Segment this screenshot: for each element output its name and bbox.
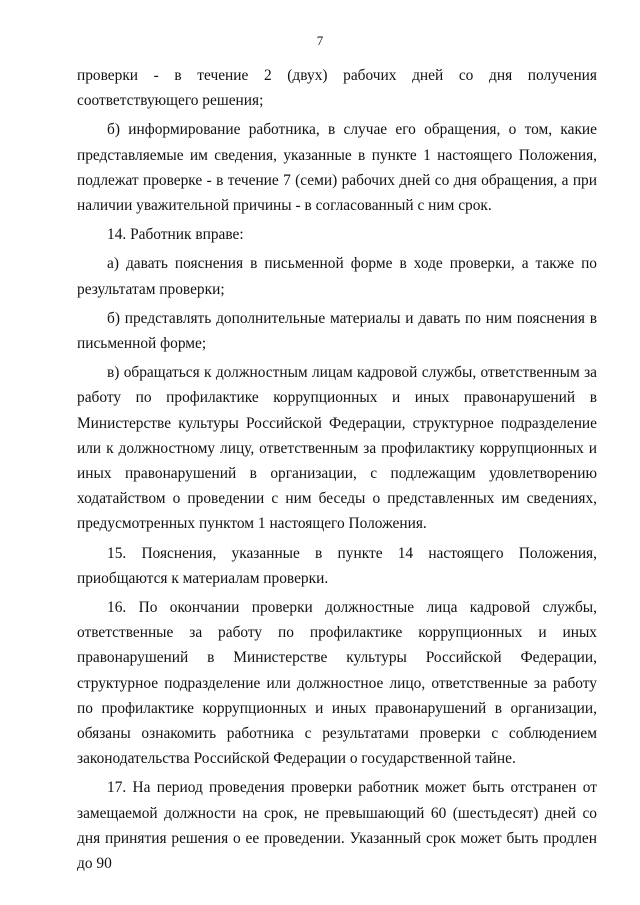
paragraph-14b: б) представлять дополнительные материалы и давать по ним пояснения в письменной форме; — [77, 309, 597, 353]
paragraph-17: 17. На период проведения проверки работник может быть отстранен от замещаемой должности на срок, не превышающий 60 (шестьдесят) дней со дня принятия решения о ее проведении. Указанный срок может быть продлен до 90 — [77, 779, 597, 873]
paragraph-13b: б) информирование работника, в случае его обращения, о том, какие представляемые им сведения, указанные в пункте 1 настоящего Положения, подлежат проверке - в течение 7 (семи) рабочих дней со дня обращения, а при наличии уважительной причины - в согласованный с ним срок. — [77, 121, 597, 215]
paragraph-14-heading: 14. Работник вправе: — [107, 226, 244, 244]
paragraph-15: 15. Пояснения, указанные в пункте 14 настоящего Положения, приобщаются к материалам проверки. — [77, 544, 597, 587]
paragraph-continuation: проверки - в течение 2 (двух) рабочих дней со дня получения соответствующего решения; — [77, 67, 597, 110]
paragraph-14v: в) обращаться к должностным лицам кадровой службы, ответственным за работу по профилактике коррупционных и иных правонарушений в Министерстве культуры Российской Федерации, структурное подразделение или к должностному лицу, ответственным за профилактику коррупционных и иных правонарушений в организации, с подлежащим удовлетворению ходатайством о проведении с ним беседы о представленных им сведениях, предусмотренных пунктом 1 настоящего Положения. — [77, 364, 597, 533]
paragraph-14a: а) давать пояснения в письменной форме в ходе проверки, а также по результатам проверки; — [77, 255, 597, 298]
document-body — [77, 63, 597, 880]
page-number: 7 — [316, 33, 324, 48]
paragraph-16: 16. По окончании проверки должностные лица кадровой службы, ответственные за работу по профилактике коррупционных и иных правонарушений в Министерстве культуры Российской Федерации, структурное подразделение или должностное лицо, ответственные за работу по профилактике коррупционных и иных правонарушений в организации, обязаны ознакомить работника с результатами проверки с соблюдением законодательства Российской Федерации о государственной тайне. — [77, 599, 597, 768]
